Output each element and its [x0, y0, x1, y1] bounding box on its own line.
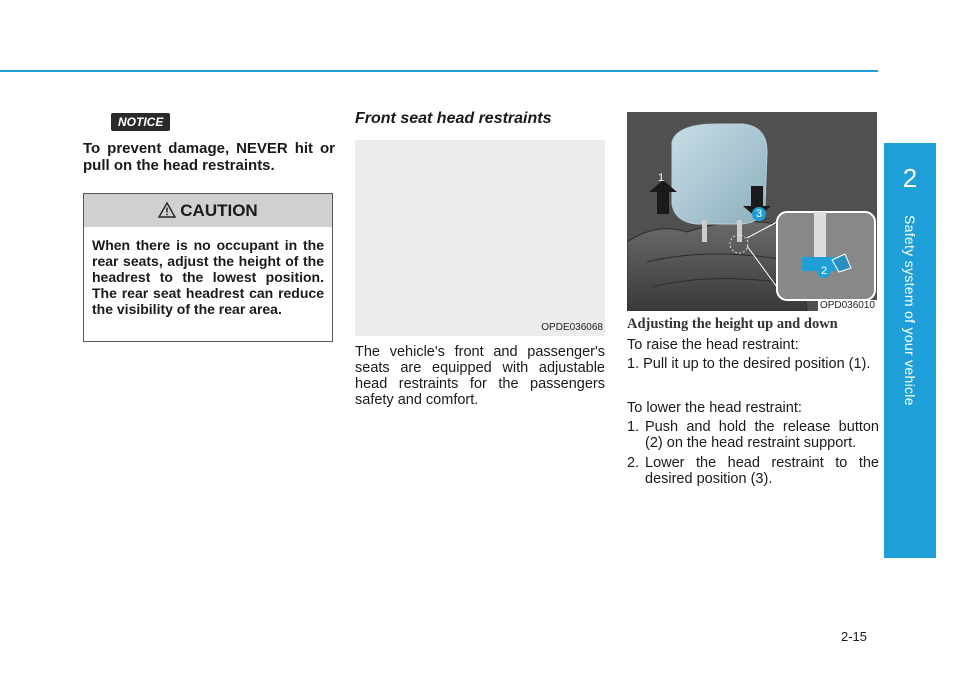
notice-badge: NOTICE	[111, 113, 170, 131]
figure-code: OPD036010	[819, 300, 875, 311]
notice-text: To prevent damage, NEVER hit or pull on the head restraints.	[83, 140, 335, 174]
caution-title: CAUTION	[180, 201, 258, 220]
caution-header	[84, 194, 332, 227]
step-number: 1.	[627, 419, 640, 435]
page-number: 2-15	[841, 629, 868, 644]
front-seat-figure	[355, 140, 605, 336]
chapter-tab	[884, 143, 936, 558]
lower-step	[627, 419, 879, 451]
lower-intro: To lower the head restraint:	[627, 400, 802, 416]
head-restraint-illustration	[627, 112, 877, 311]
chapter-title: Safety system of your vehicle	[902, 215, 918, 406]
header-rule	[0, 70, 878, 72]
head-restraint-figure	[627, 112, 877, 311]
chapter-number: 2	[902, 163, 918, 193]
caution-box	[83, 193, 333, 342]
raise-intro: To raise the head restraint:	[627, 337, 799, 353]
caution-text: When there is no occupant in the rear seats, adjust the height of the headrest to the lowest position. The rear seat headrest can reduce the visibility of the rear area.	[92, 237, 324, 317]
step-number: 1.	[627, 356, 640, 372]
adjust-heading: Adjusting the height up and down	[627, 316, 838, 332]
warning-triangle-icon	[158, 202, 176, 218]
step-text: Pull it up to the desired position (1).	[643, 356, 871, 372]
figure-label-3: 3	[756, 208, 763, 220]
raise-step	[627, 356, 879, 372]
lower-step	[627, 455, 879, 487]
section-heading: Front seat head restraints	[355, 110, 552, 127]
front-seat-body: The vehicle's front and passenger's seats are equipped with adjustable head restraints for the passengers safety and comfort.	[355, 344, 605, 408]
figure-label-2: 2	[821, 265, 828, 277]
figure-label-1: 1	[658, 172, 665, 184]
step-text: Push and hold the release button (2) on the head restraint support.	[645, 419, 879, 451]
figure-code: OPDE036068	[541, 322, 603, 333]
step-text: Lower the head restraint to the desired position (3).	[645, 455, 879, 487]
step-number: 2.	[627, 455, 640, 471]
